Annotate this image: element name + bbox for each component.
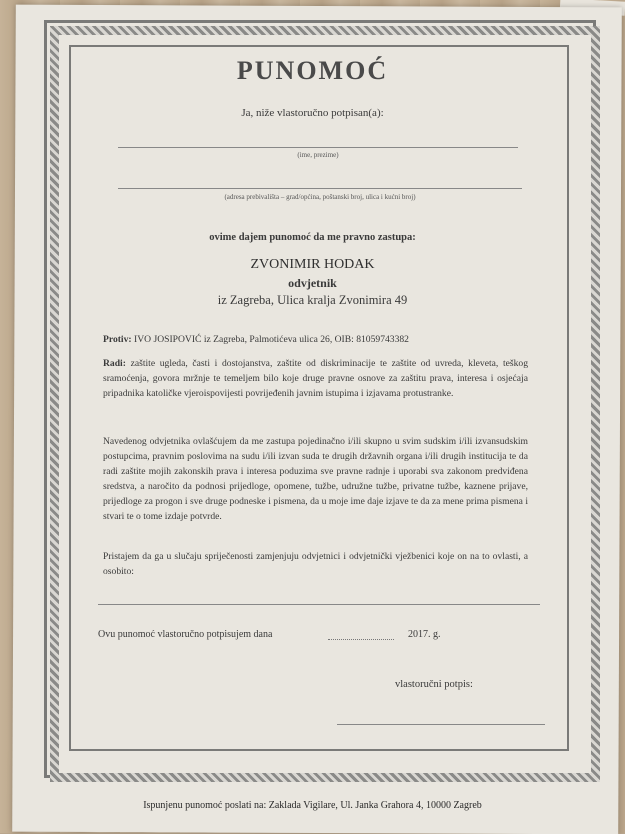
against-text: IVO JOSIPOVIĆ iz Zagreba, Palmotićeva ulica 26, OIB: 81059743382 — [131, 334, 409, 345]
name-caption: (ime, prezime) — [297, 151, 339, 159]
grant-line: ovime dajem punomoć da me pravno zastupa: — [209, 232, 416, 243]
document-title: PUNOMOĆ — [236, 56, 389, 85]
name-field-line[interactable] — [118, 147, 518, 148]
intro-text: Ja, niže vlastoručno potpisan(a): — [241, 107, 384, 119]
reason-label: Radi: — [103, 358, 126, 369]
against-paragraph — [103, 332, 528, 347]
reason-text: zaštite ugleda, časti i dostojanstva, zaštite od diskriminacije te zaštite od uvreda, kleveta, teškog sramoćenja, govora mržnje te temeljem bilo koje druge pravne osnove za zaštitu prava, interesa i osjećaja pripadnika katoličke vjeroispovijesti povrijeđenih javnim istupima i izjavama protustranke. — [103, 358, 528, 399]
substitute-paragraph: Pristajem da ga u slučaju spriječenosti zamjenjuju odvjetnici i odvjetnički vježbenici koje on na to ovlasti, a osobito: — [103, 551, 528, 577]
lawyer-name: ZVONIMIR HODAK — [250, 257, 375, 272]
footer-address: Ispunjenu punomoć poslati na: Zaklada Vigilare, Ul. Janka Grahora 4, 10000 Zagreb — [143, 800, 482, 811]
address-field-line[interactable] — [118, 188, 522, 189]
lawyer-address: iz Zagreba, Ulica kralja Zvonimira 49 — [217, 293, 408, 307]
lawyer-title: odvjetnik — [288, 276, 337, 290]
date-line-prefix: Ovu punomoć vlastoručno potpisujem dana — [98, 629, 273, 640]
signature-field-line[interactable] — [337, 724, 545, 725]
substitute-field-line[interactable] — [98, 604, 540, 605]
date-field-line[interactable] — [328, 639, 394, 640]
against-label: Protiv: — [103, 334, 132, 345]
date-line-suffix: 2017. g. — [408, 629, 441, 640]
authorization-paragraph: Navedenog odvjetnika ovlašćujem da me zastupa pojedinačno i/ili skupno u svim sudskim i/ili izvansudskim postupcima, pravnim poslovima na sudu i/ili izvan suda te drugih državnih organa i/ili drugih institucija te da radi zaštite mojih zakonskih prava i interesa poduzima sve pravne radnje i uporabi sva zakonom predviđena sredstva, a naročito da podnosi prijedloge, opomene, tužbe, udružne tužbe, privatne tužbe, kaznene prijave, prijedloge za progon i sve druge podneske i pismena, da u moje ime daje izjave te da za mene prima pismena i stvari te o tome izdaje potvrde. — [103, 436, 528, 522]
reason-paragraph — [103, 356, 528, 401]
signature-label: vlastoručni potpis: — [395, 679, 473, 690]
address-caption: (adresa prebivališta – grad/općina, poštanski broj, ulica i kućni broj) — [224, 193, 416, 201]
